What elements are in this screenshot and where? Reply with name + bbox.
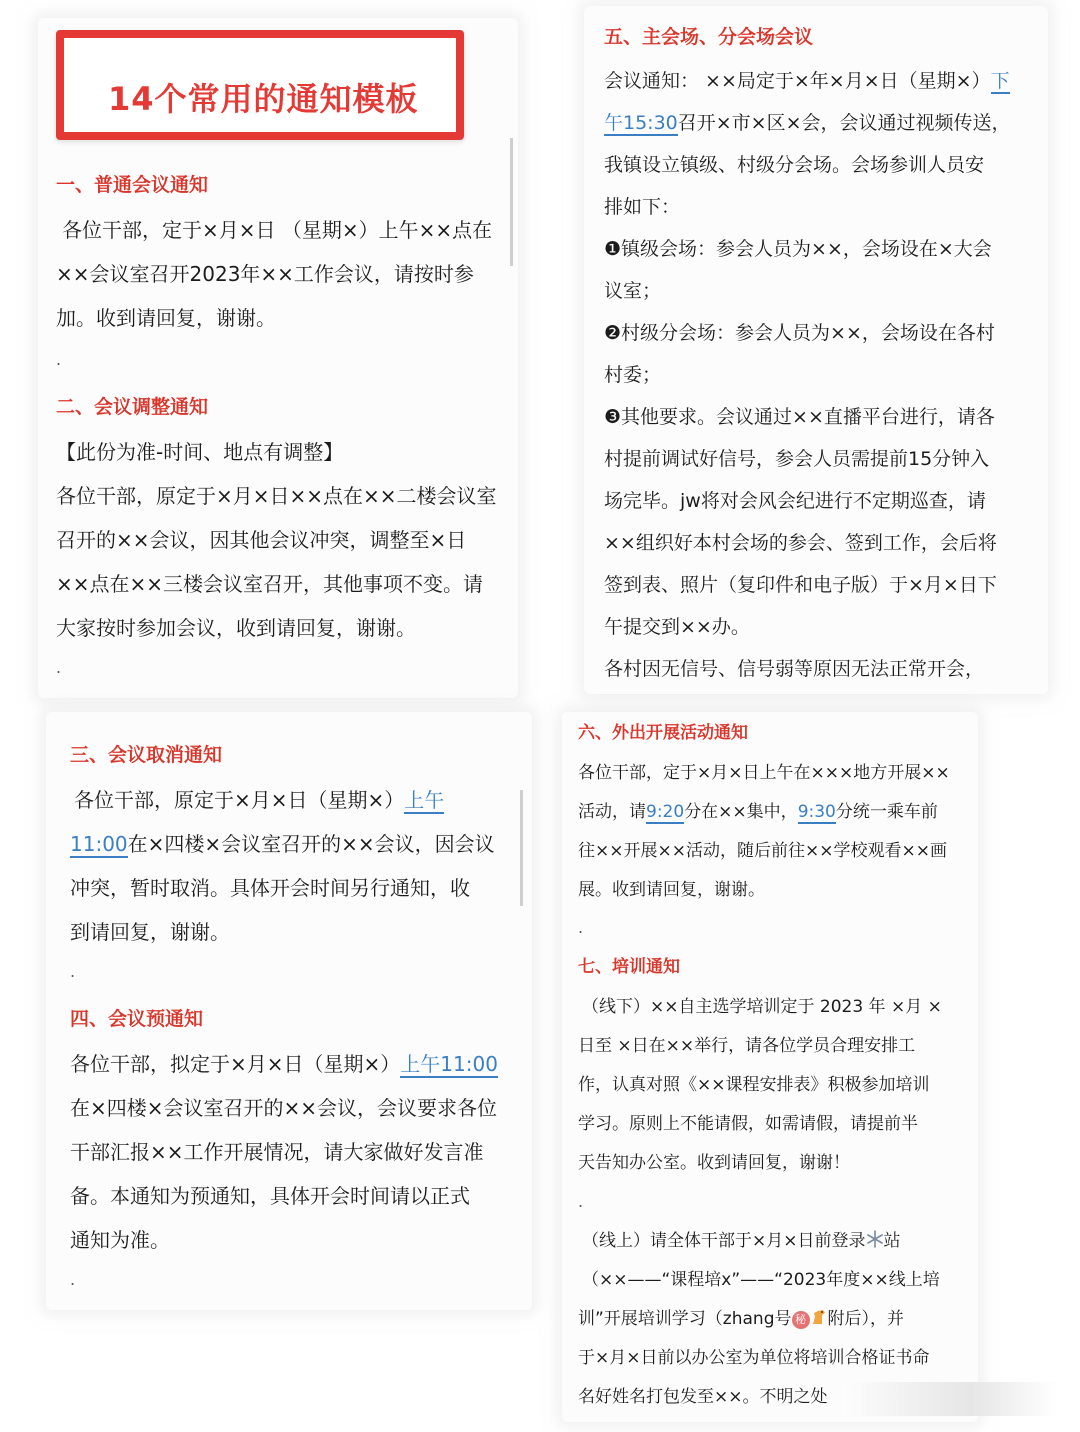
text-line: ❷村级分会场：参会人员为××，会场设在各村 bbox=[604, 322, 995, 344]
time-link[interactable]: 11:00 bbox=[70, 832, 128, 856]
text-line: 场完毕。jw将对会风会纪进行不定期巡查，请 bbox=[604, 490, 986, 512]
section-heading: 七、培训通知 bbox=[578, 957, 680, 977]
text-line: 在×四楼×会议室召开的××会议，会议要求各位 bbox=[70, 1096, 498, 1120]
separator-dot: . bbox=[56, 350, 62, 369]
time-link[interactable]: 9:30 bbox=[797, 802, 836, 822]
text-line: 学习。原则上不能请假，如需请假，请提前半 bbox=[578, 1114, 918, 1134]
text-line: 通知为准。 bbox=[70, 1228, 170, 1252]
snowflake-icon bbox=[866, 1230, 884, 1248]
title-box bbox=[56, 30, 464, 140]
text-line: 各位干部，定于×月×日 （星期×）上午××点在 bbox=[62, 218, 493, 242]
text-line: 大家按时参加会议，收到请回复，谢谢。 bbox=[56, 616, 416, 640]
text-line: 到请回复，谢谢。 bbox=[70, 920, 230, 944]
text-line: （××——“课程培x”——“2023年度××线上培 bbox=[582, 1270, 940, 1290]
section-heading: 二、会议调整通知 bbox=[56, 396, 209, 418]
text-line: 干部汇报××工作开展情况，请大家做好发言准 bbox=[70, 1140, 484, 1164]
text-line: 训”开展培训学习（zhang号 秘 附后），并 bbox=[578, 1309, 904, 1329]
horse-icon bbox=[810, 1308, 828, 1326]
text-line: 午15:30召开×市×区×会，会议通过视频传送， bbox=[604, 112, 1011, 134]
text-line: 加。收到请回复，谢谢。 bbox=[56, 306, 276, 330]
text-line: 召开的××会议，因其他会议冲突，调整至×日 bbox=[56, 528, 467, 552]
text-line: ××组织好本村会场的参会、签到工作，会后将 bbox=[604, 532, 997, 554]
section-heading: 六、外出开展活动通知 bbox=[578, 723, 748, 743]
text-line: 各位干部，原定于×月×日（星期×）上午 bbox=[74, 788, 445, 812]
text-line: （线上）请全体干部于×月×日前登录 站 bbox=[582, 1231, 901, 1251]
text-line: 各位干部，定于×月×日上午在×××地方开展×× bbox=[578, 763, 950, 783]
separator-dot: . bbox=[578, 918, 584, 937]
separator-dot: . bbox=[56, 658, 62, 677]
text-line: 各位干部，拟定于×月×日（星期×）上午11:00 bbox=[70, 1052, 498, 1076]
text-line: ❶镇级会场：参会人员为××，会场设在×大会 bbox=[604, 238, 992, 260]
time-link[interactable]: 9:20 bbox=[646, 802, 685, 822]
section-heading: 五、主会场、分会场会议 bbox=[604, 26, 814, 48]
text-line: 天告知办公室。收到请回复，谢谢！ bbox=[578, 1153, 850, 1173]
text-line: ××点在××三楼会议室召开，其他事项不变。请 bbox=[56, 572, 484, 596]
text-line: 【此份为准-时间、地点有调整】 bbox=[56, 440, 344, 464]
text-line: 午提交到××办。 bbox=[604, 616, 750, 638]
text-line: ❸其他要求。会议通过××直播平台进行，请各 bbox=[604, 406, 995, 428]
separator-dot: . bbox=[578, 1192, 584, 1211]
text-line: （线下）××自主选学培训定于 2023 年 ×月 × bbox=[582, 997, 942, 1017]
text-line: ××会议室召开2023年××工作会议，请按时参 bbox=[56, 262, 474, 286]
text-line: 排如下： bbox=[604, 196, 681, 218]
time-link[interactable]: 上午11:00 bbox=[400, 1052, 498, 1076]
section-heading: 四、会议预通知 bbox=[70, 1008, 204, 1030]
text-line: 会议通知： ××局定于×年×月×日（星期×）下 bbox=[604, 70, 1010, 92]
section-heading: 一、普通会议通知 bbox=[56, 174, 209, 196]
text-line: 活动，请9:20分在××集中，9:30分统一乘车前 bbox=[578, 802, 938, 822]
text-line: 我镇设立镇级、村级分会场。会场参训人员安 bbox=[604, 154, 985, 176]
text-line: 村委； bbox=[604, 364, 662, 386]
separator-dot: . bbox=[70, 962, 76, 981]
text-line: 各村因无信号、信号弱等原因无法正常开会， bbox=[604, 658, 985, 680]
text-line: 往××开展××活动，随后前往××学校观看××画 bbox=[578, 841, 947, 861]
text-line: 于×月×日前以办公室为单位将培训合格证书命 bbox=[578, 1348, 930, 1368]
text-line: 冲突，暂时取消。具体开会时间另行通知，收 bbox=[70, 876, 470, 900]
text-line: 日至 ×日在××举行，请各位学员合理安排工 bbox=[578, 1036, 916, 1056]
page-title: 14个常用的通知模板 bbox=[108, 80, 419, 118]
text-line: 展。收到请回复，谢谢。 bbox=[578, 880, 765, 900]
text-line: 备。本通知为预通知，具体开会时间请以正式 bbox=[70, 1184, 470, 1208]
separator-dot: . bbox=[70, 1270, 76, 1289]
text-line: 11:00在×四楼×会议室召开的××会议，因会议 bbox=[70, 832, 495, 856]
text-line: 名好姓名打包发至××。不明之处 bbox=[578, 1387, 828, 1407]
text-line: 议室； bbox=[604, 280, 662, 302]
secret-seal-icon: 秘 bbox=[792, 1311, 810, 1329]
time-link[interactable]: 下 bbox=[990, 70, 1010, 92]
text-line: 作，认真对照《××课程安排表》积极参加培训 bbox=[578, 1075, 930, 1095]
text-line: 村提前调试好信号，参会人员需提前15分钟入 bbox=[604, 448, 990, 470]
time-link[interactable]: 午15:30 bbox=[604, 112, 678, 134]
text-line: 各位干部，原定于×月×日××点在××二楼会议室 bbox=[56, 484, 497, 508]
time-link[interactable]: 上午 bbox=[404, 788, 445, 812]
section-heading: 三、会议取消通知 bbox=[70, 744, 223, 766]
bottom-fade-overlay bbox=[842, 1382, 1058, 1416]
text-line: 签到表、照片（复印件和电子版）于×月×日下 bbox=[604, 574, 997, 596]
scrollbar[interactable] bbox=[510, 138, 513, 266]
